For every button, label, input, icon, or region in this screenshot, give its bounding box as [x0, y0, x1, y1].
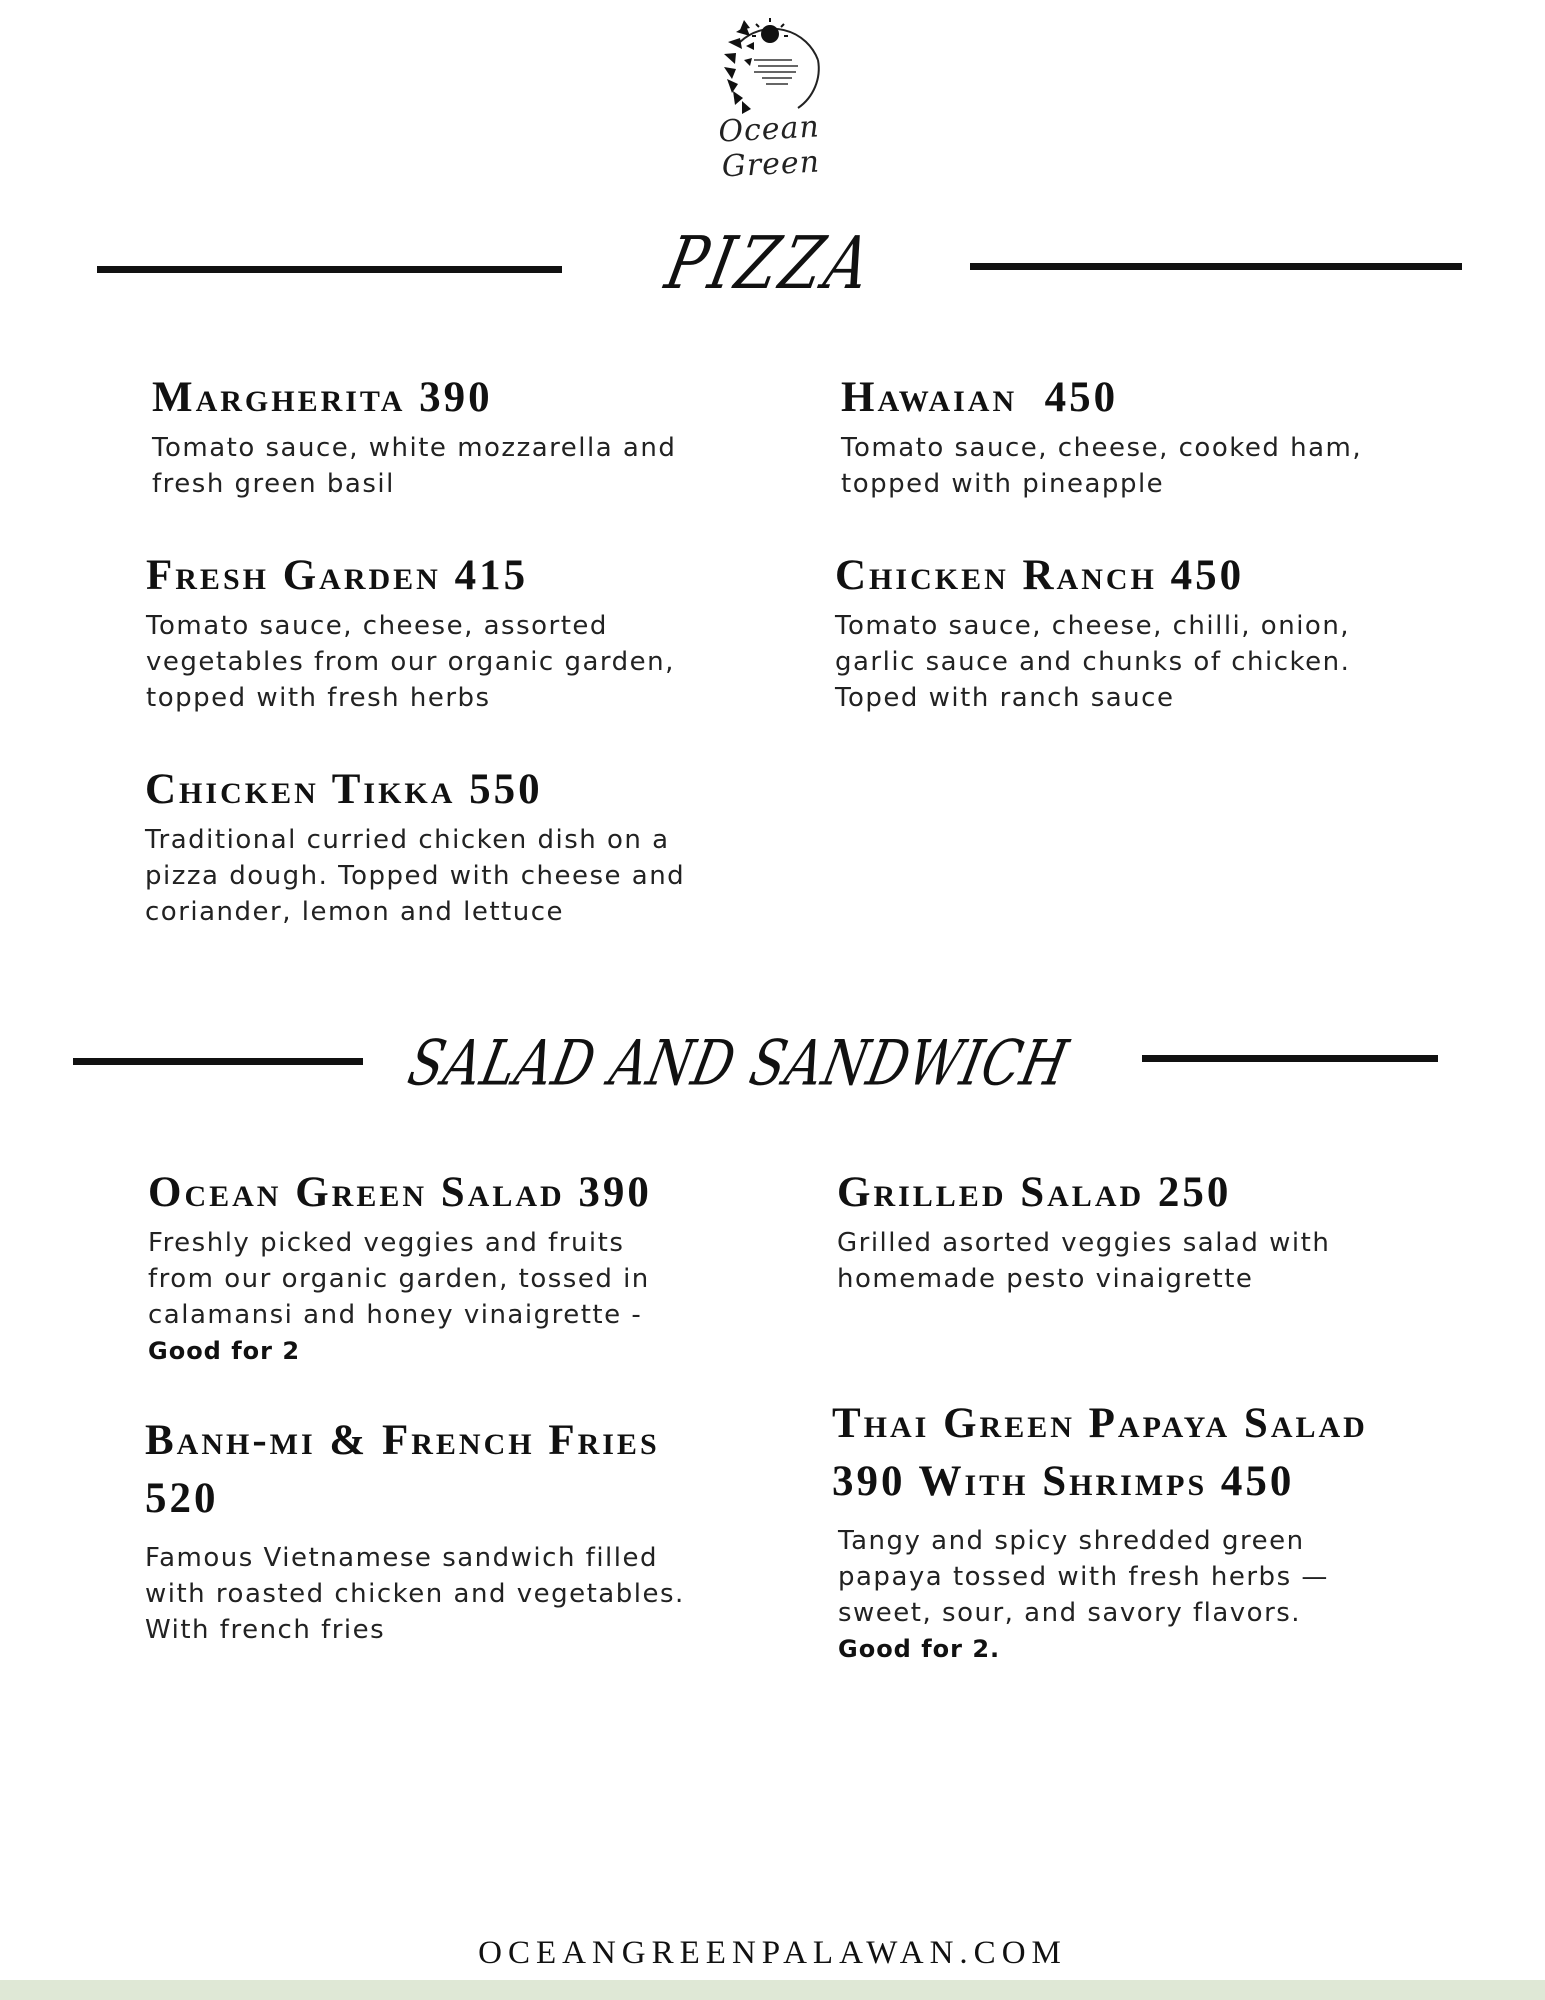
item-name: Chicken Ranch 450	[835, 552, 1245, 599]
item-description-text: Tangy and spicy shredded green papaya tossed with fresh herbs — sweet, sour, and savory flavors.	[838, 1526, 1329, 1628]
menu-item-hawaian	[841, 370, 1381, 502]
item-name: Banh-mi & French Fries 520	[145, 1417, 660, 1522]
item-description: Tomato sauce, white mozzarella and fresh green basil	[152, 433, 677, 499]
item-name: Margherita 390	[152, 374, 493, 421]
logo-wordmark: Ocean Green	[717, 109, 821, 185]
item-description-text: Freshly picked veggies and fruits from our organic garden, tossed in calamansi and honey vinaigrette -	[148, 1228, 650, 1330]
menu-item-ocean-green-salad	[148, 1165, 708, 1369]
item-name: Ocean Green Salad 390	[148, 1169, 652, 1216]
pizza-rule-left	[97, 266, 562, 273]
item-description: Traditional curried chicken dish on a pizza dough. Topped with cheese and coriander, lemon and lettuce	[145, 825, 686, 927]
salad-sandwich-section-title: SALAD AND SANDWICH	[402, 1026, 1075, 1100]
menu-item-grilled-salad	[837, 1165, 1377, 1297]
item-note: Good for 2.	[838, 1635, 1001, 1663]
menu-item-chicken-ranch	[835, 548, 1375, 716]
item-name: Fresh Garden 415	[146, 552, 529, 599]
salad-rule-left	[73, 1058, 363, 1065]
item-name: Thai Green Papaya Salad 390 With Shrimps 450	[832, 1400, 1368, 1505]
item-description	[148, 1225, 668, 1369]
item-description: Tomato sauce, cheese, chilli, onion, garlic sauce and chunks of chicken. Toped with ranch sauce	[835, 611, 1351, 713]
footer-band	[0, 1980, 1545, 2000]
logo	[670, 12, 870, 185]
menu-item-thai-papaya-salad	[832, 1395, 1452, 1667]
salad-rule-right	[1142, 1055, 1438, 1062]
pizza-rule-right	[970, 263, 1462, 270]
item-name: Hawaian 450	[841, 374, 1119, 421]
pizza-section-title: PIZZA	[658, 220, 882, 306]
menu-item-fresh-garden	[146, 548, 686, 716]
item-description: Tomato sauce, cheese, assorted vegetables from our organic garden, topped with fresh herbs	[146, 611, 675, 713]
menu-item-banh-mi	[145, 1412, 705, 1648]
item-note: Good for 2	[148, 1337, 301, 1365]
item-description: Famous Vietnamese sandwich filled with roasted chicken and vegetables. With french fries	[145, 1543, 685, 1645]
item-name: Chicken Tikka 550	[145, 766, 543, 813]
item-description: Tomato sauce, cheese, cooked ham, topped with pineapple	[841, 433, 1363, 499]
website-link[interactable]: OCEANGREENPALAWAN.COM	[478, 1935, 1067, 1971]
item-name: Grilled Salad 250	[837, 1169, 1232, 1216]
item-description: Grilled asorted veggies salad with homemade pesto vinaigrette	[837, 1228, 1331, 1294]
item-description	[838, 1523, 1338, 1667]
menu-item-chicken-tikka	[145, 762, 695, 930]
menu-item-margherita	[152, 370, 692, 502]
